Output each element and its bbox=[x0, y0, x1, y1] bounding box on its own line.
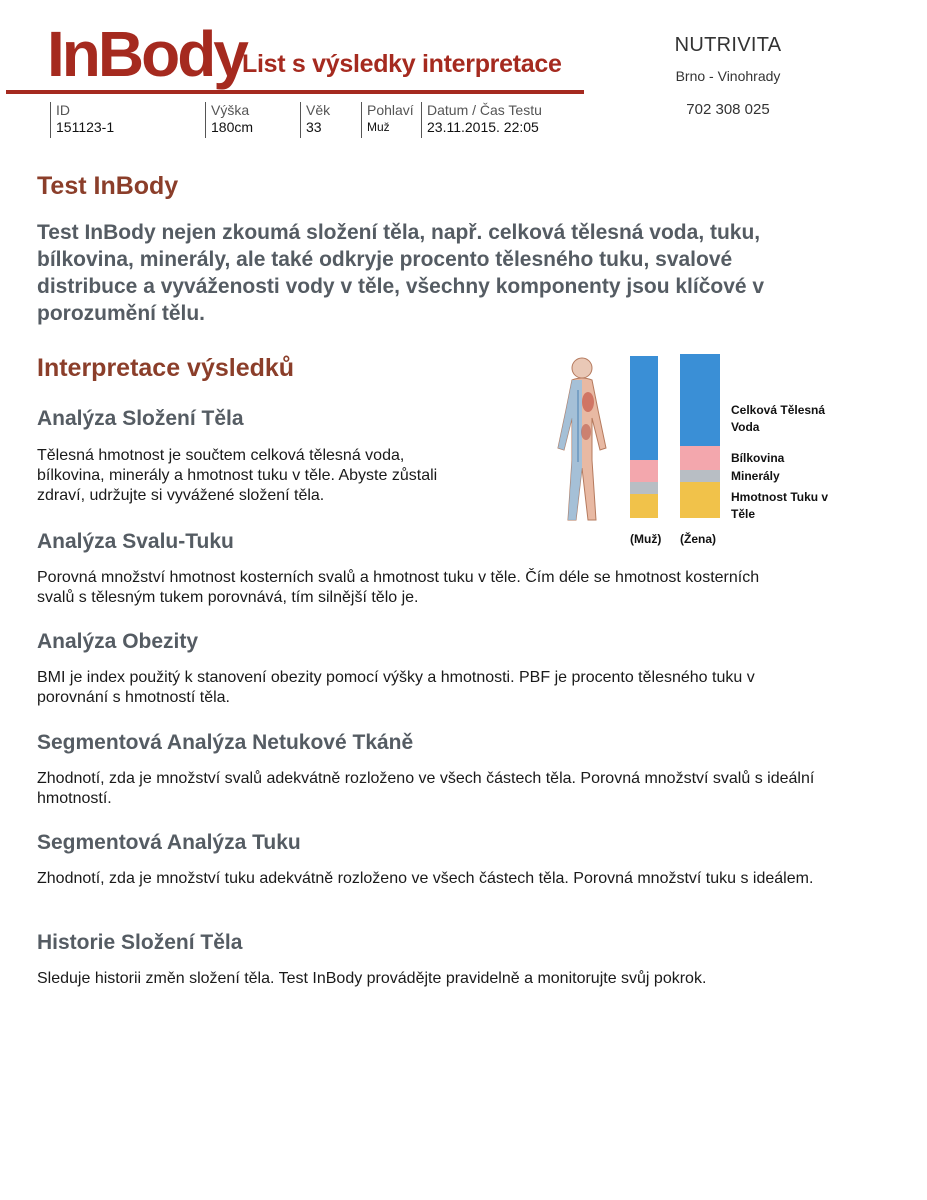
legend-protein: Bílkovina bbox=[731, 451, 785, 465]
company-branch: Brno - Vinohrady bbox=[675, 68, 781, 84]
male-composition-bar bbox=[630, 356, 658, 518]
info-label: ID bbox=[56, 102, 70, 118]
section-heading: Segmentová Analýza Netukové Tkáně bbox=[37, 731, 414, 754]
interpretation-title: Interpretace výsledků bbox=[37, 354, 295, 382]
info-label: Pohlaví bbox=[367, 102, 414, 118]
body-composition-figure bbox=[540, 350, 720, 530]
legend-water: Celková Tělesná Voda bbox=[731, 403, 826, 434]
caption-male: (Muž) bbox=[630, 532, 662, 546]
info-label: Výška bbox=[211, 102, 250, 118]
info-value: 180cm bbox=[211, 119, 254, 135]
legend-fat: Hmotnost Tuku v Těle bbox=[731, 490, 829, 521]
info-value: 33 bbox=[306, 119, 322, 135]
test-intro: Test InBody nejen zkoumá složení těla, např. celková tělesná voda, tuku, bílkovina, minerály, ale také odkryje procento tělesného tuku, svalové distribuce a vyváženosti vody v těle, všechny komponenty jsou klíčové v porozumění tělu. bbox=[37, 221, 765, 325]
section-text: Zhodnotí, zda je množství tuku adekvátně rozloženo ve všech částech těla. Porovná množství tuku s ideálem. bbox=[37, 870, 814, 887]
header-divider bbox=[6, 90, 584, 94]
info-value: 23.11.2015. 22:05 bbox=[427, 119, 539, 135]
human-anatomy-icon bbox=[558, 358, 606, 520]
company-name: NUTRIVITA bbox=[674, 34, 782, 56]
section-heading: Analýza Složení Těla bbox=[37, 407, 244, 430]
company-phone: 702 308 025 bbox=[686, 101, 770, 118]
legend-minerals: Minerály bbox=[731, 469, 780, 483]
section-heading: Analýza Obezity bbox=[37, 630, 199, 653]
section-text: BMI je index použitý k stanovení obezity pomocí výšky a hmotnosti. PBF je procento tělesného tuku v porovnání s hmotností těla. bbox=[37, 669, 755, 706]
section-text: Porovná množství hmotnost kosterních svalů a hmotnost tuku v těle. Čím déle se hmotnost kosterních svalů s tělesným tukem porovnává, tím silnější tělo je. bbox=[37, 569, 760, 606]
section-text: Sleduje historii změn složení těla. Test InBody provádějte pravidelně a monitorujte svůj pokrok. bbox=[37, 970, 707, 987]
caption-female: (Žena) bbox=[680, 532, 716, 546]
section-text: Tělesná hmotnost je součtem celková tělesná voda, bílkovina, minerály a hmotnost tuku v těle. Abyste zůstali zdraví, udržujte si vyvážené složení těla. bbox=[37, 447, 438, 504]
section-text: Zhodnotí, zda je množství svalů adekvátně rozloženo ve všech částech těla. Porovná množství svalů s ideální hmotností. bbox=[37, 770, 815, 807]
info-value: Muž bbox=[367, 120, 390, 134]
info-field-test-date bbox=[421, 102, 542, 138]
info-label: Věk bbox=[306, 102, 331, 118]
info-field-id bbox=[50, 102, 114, 138]
info-label: Datum / Čas Testu bbox=[427, 102, 542, 118]
inbody-logo: InBody bbox=[47, 18, 246, 90]
section-heading: Historie Složení Těla bbox=[37, 931, 243, 954]
test-title: Test InBody bbox=[37, 172, 179, 200]
section-heading: Segmentová Analýza Tuku bbox=[37, 831, 301, 854]
info-value: 151123-1 bbox=[56, 119, 115, 135]
info-field-height bbox=[205, 102, 253, 138]
document-subtitle: List s výsledky interpretace bbox=[242, 50, 562, 78]
section-heading: Analýza Svalu-Tuku bbox=[37, 530, 234, 553]
info-field-sex bbox=[361, 102, 414, 138]
female-composition-bar bbox=[680, 354, 720, 518]
info-field-age bbox=[300, 102, 330, 138]
